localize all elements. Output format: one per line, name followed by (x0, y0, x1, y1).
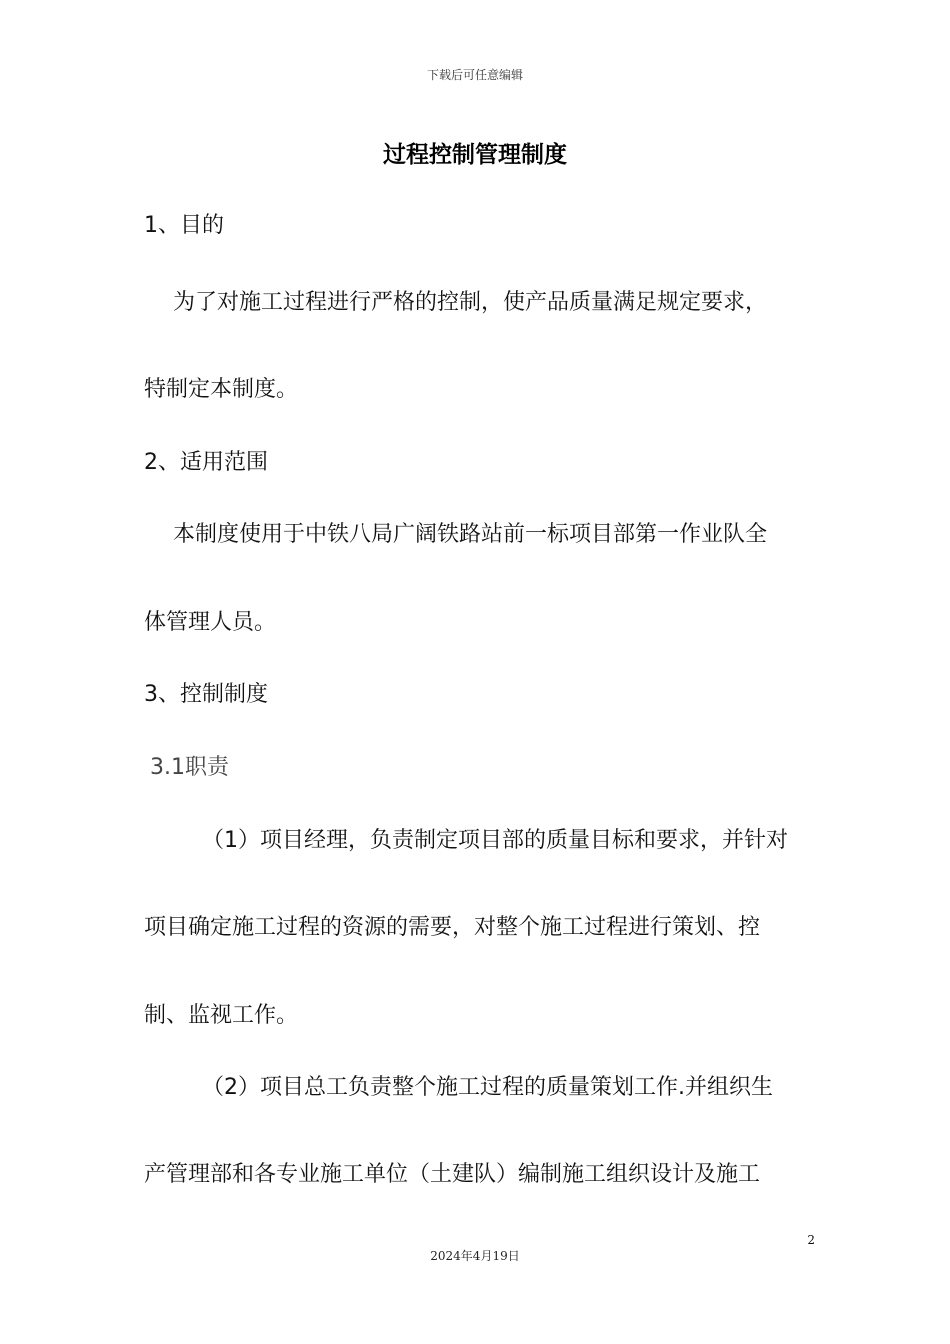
paragraph-line: 本制度使用于中铁八局广阔铁路站前一标项目部第一作业队全 (173, 522, 768, 547)
paragraph-line: 制、监视工作。 (144, 1003, 299, 1028)
page-number: 2 (807, 1233, 815, 1247)
section-heading-control: 3、控制制度 (144, 682, 268, 707)
paragraph-line: 体管理人员。 (144, 610, 277, 635)
section-heading-purpose: 1、目的 (144, 213, 224, 238)
paragraph-line: 产管理部和各专业施工单位（土建队）编制施工组织设计及施工 (144, 1162, 761, 1187)
paragraph-line: 项目确定施工过程的资源的需要，对整个施工过程进行策划、控 (144, 915, 761, 940)
page-header: 下载后可任意编辑 (426, 68, 523, 82)
paragraph-line: （2）项目总工负责整个施工过程的质量策划工作.并组织生 (202, 1075, 773, 1100)
paragraph-line: 为了对施工过程进行严格的控制，使产品质量满足规定要求， (173, 290, 768, 315)
paragraph-line: （1）项目经理，负责制定项目部的质量目标和要求，并针对 (202, 828, 788, 853)
paragraph-line: 特制定本制度。 (144, 377, 299, 402)
subsection-heading-duties: 3.1职责 (150, 755, 229, 780)
document-title: 过程控制管理制度 (383, 142, 567, 168)
section-heading-scope: 2、适用范围 (144, 450, 268, 475)
page-footer-date: 2024年4月19日 (430, 1249, 520, 1263)
